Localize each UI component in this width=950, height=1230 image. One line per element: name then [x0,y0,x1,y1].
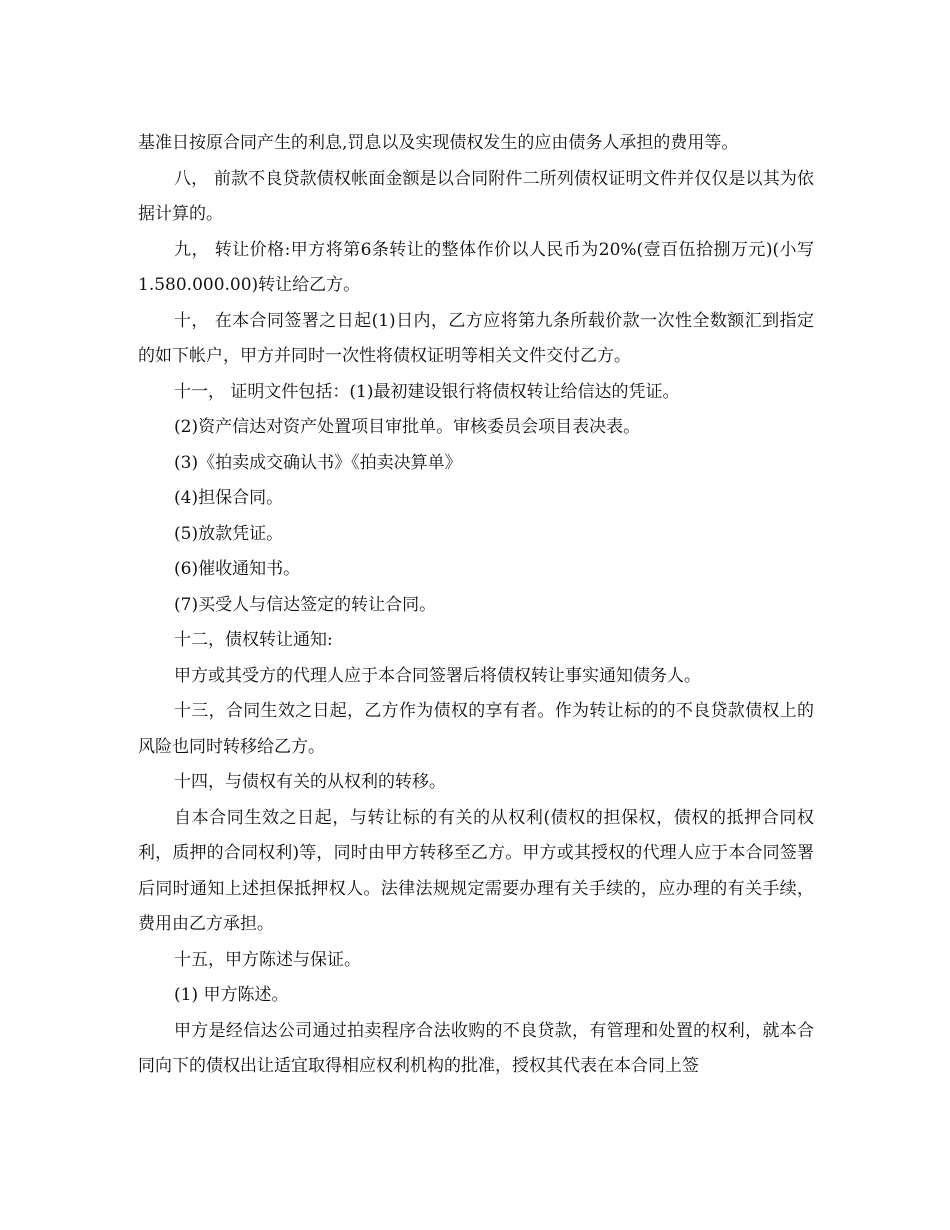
document-body [138,126,814,1085]
list-item-doc-5: (5)放款凭证。 [174,523,284,544]
paragraph-clause-11: 十一， 证明文件包括：(1)最初建设银行将债权转让给信达的凭证。 [174,381,680,402]
list-item-doc-6: (6)催收通知书。 [174,559,301,579]
list-item-doc-2: (2)资产信达对资产处置项目审批单。审核委员会项目表决表。 [174,417,641,437]
list-item-doc-4: (4)担保合同。 [174,488,284,508]
paragraph-clause-14-heading: 十四，与债权有关的从权利的转移。 [174,772,446,792]
paragraph-clause-15-sub-1: (1) 甲方陈述。 [174,985,289,1005]
paragraph-clause-14-body: 自本合同生效之日起，与转让标的有关的从权利(债权的担保权，债权的抵押合同权利，质押的合同权利)等，同时由甲方转移至乙方。甲方或其授权的代理人应于本合同签署后同时通知上述担保抵押权人。法律法规规定需要办理有关手续的，应办理的有关手续，费用由乙方承担。 [138,807,814,934]
paragraph-clause-10: 十， 在本合同签署之日起(1)日内，乙方应将第九条所载价款一次性全数额汇到指定的如下帐户，甲方并同时一次性将债权证明等相关文件交付乙方。 [138,310,814,366]
paragraph-clause-15-heading: 十五，甲方陈述与保证。 [174,949,361,970]
paragraph-clause-15-body: 甲方是经信达公司通过拍卖程序合法收购的不良贷款，有管理和处置的权利，就本合同向下的债权出让适宜取得相应权利机构的批准，授权其代表在本合同上签 [138,1020,814,1076]
paragraph-clause-12-heading: 十二，债权转让通知: [174,630,333,650]
paragraph-clause-9: 九， 转让价格:甲方将第6条转让的整体作价以人民币为20%(壹百伍拾捌万元)(小写1.580.000.00)转让给乙方。 [138,239,814,295]
paragraph-continuation: 基准日按原合同产生的利息,罚息以及实现债权发生的应由债务人承担的费用等。 [138,133,739,153]
paragraph-clause-8: 八， 前款不良贷款债权帐面金额是以合同附件二所列债权证明文件并仅仅是以其为依据计算的。 [138,168,814,224]
list-item-doc-7: (7)买受人与信达签定的转让合同。 [174,594,437,615]
paragraph-clause-12-body: 甲方或其受方的代理人应于本合同签署后将债权转让事实通知债务人。 [174,665,701,686]
paragraph-clause-13: 十三，合同生效之日起，乙方作为债权的享有者。作为转让标的的不良贷款债权上的风险也同时转移给乙方。 [138,701,814,757]
list-item-doc-3: (3)《拍卖成交确认书》《拍卖决算单》 [174,452,462,473]
